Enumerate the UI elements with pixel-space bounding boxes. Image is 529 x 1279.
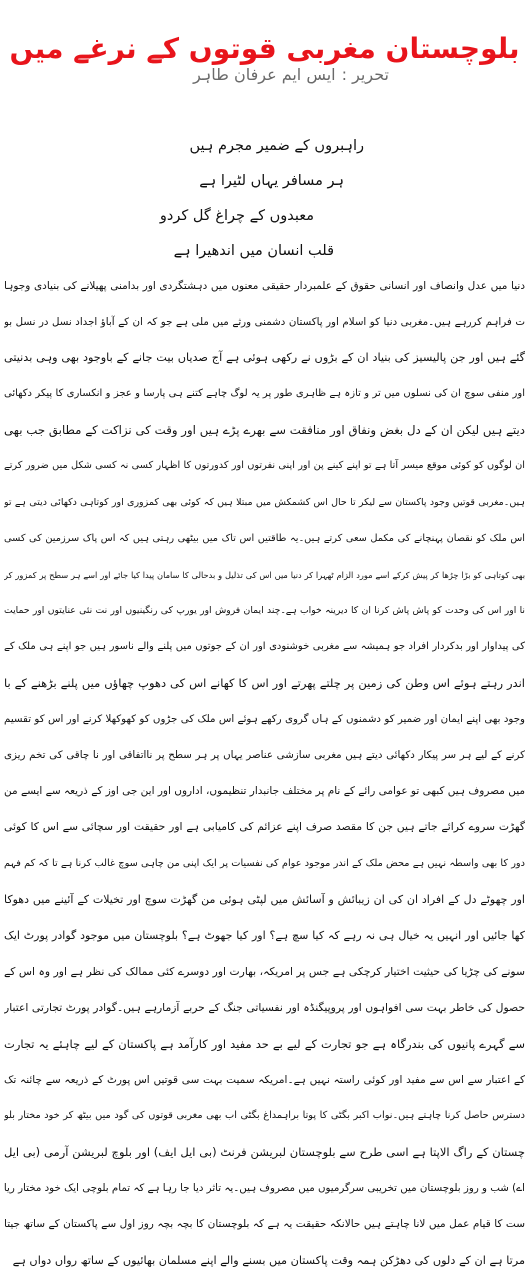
body-line: مرتا ہے ان کے دلوں کی دھڑکن ہمہ وقت پاکستان میں بسنے والے اپنے مسلمان بھائیوں کے ساتھ رواں دواں ہے (12, 1253, 525, 1267)
article-title: بلوچستان مغربی قوتوں کے نرغے میں (9, 31, 520, 65)
body-line: میں مصروف ہیں کبھی تو عوامی رائے کے نام پر مختلف جانبدار تنظیموں، اداروں اور این جی اوز کے ذریعہ سے ایسے من (4, 785, 525, 798)
poem-line: معبدوں کے چراغ گل کردو (159, 208, 314, 224)
body-line: چستان کے راگ الاپتا ہے اسی طرح سے بلوچستان لبریشن فرنٹ (بی ایل ایف) اور بلوچ لبریشن آرمی (بی ایل (4, 1145, 525, 1160)
body-line: گھڑت سروے کرائے جاتے ہیں جن کا مقصد صرف اپنے عزائم کی کامیابی ہے اور حقیقت اور سچائی سے اس کا کوئی (4, 820, 525, 834)
poem-line: قلب انسان میں اندھیرا ہے (173, 243, 334, 259)
body-line: اے) شب و روز بلوچستان میں تخریبی سرگرمیوں میں مصروف ہیں۔یہ تاثر دیا جا رہا ہے کہ تمام بلوچی ایک خود مختار ریا (4, 1182, 525, 1195)
poem-line: ہر مسافر یہاں لٹیرا ہے (199, 173, 344, 189)
body-line: ان لوگوں کو کوئی موقع میسر آتا ہے تو اپنے کینے پن اور اپنی نفرتوں اور کدورتوں کا اظہار کسی نہ کسی شکل میں ضرور کرتے (4, 460, 525, 472)
body-line: ست کا قیام عمل میں لانا چاہتے ہیں حالانکہ حقیقت یہ ہے کہ بلوچستان کا بچہ بچہ روز اول سے پاکستان کے ساتھ جیتا (4, 1218, 525, 1231)
body-line: نا اور اس کی وحدت کو پاش پاش کرنا ان کا دیرینہ خواب ہے۔چند ایمان فروش اور یورپ کی رنگینیوں اور نت نئی عنایتوں اور حمایت (4, 604, 525, 616)
body-line: اس ملک کو نقصان پہنچانے کی مکمل سعی کرتے ہیں۔یہ طاقتیں اس تاک میں بیٹھی رہتی ہیں کہ اس پاک سرزمین کی کسی (4, 532, 525, 544)
body-line: اور چھوٹے دل کے افراد ان کی ان زیبائش و آسائش میں لپٹی ہوئی من گھڑت سوچ اور تخیلات کے آئینے میں دھوکا (4, 892, 525, 906)
body-line: سے گہرے پانیوں کی بندرگاہ ہے جو تجارت کے لیے بے حد مفید اور کارآمد ہے پاکستان کے لیے چاہئے یہ تجارت (4, 1036, 525, 1051)
body-line: وجود بھی اپنے ایمان اور ضمیر کو دشمنوں کے ہاں گروی رکھے ہوئے اس ملک کی جڑوں کو کھوکھلا کرنے اور اس کو تقسیم (4, 713, 525, 726)
poem-line: راہبروں کے ضمیر مجرم ہیں (189, 138, 364, 154)
body-line: کی پیداوار اور بدکردار افراد جو ہمیشہ سے مغربی خوشنودی اور ان کے جوتوں میں پلنے والے ناسور ہیں جو اپنے ہی ملک کے (4, 640, 525, 652)
body-line: گئے ہیں اور جن پالیسیز کی بنیاد ان کے بڑوں نے رکھی ہوئی ہے آج صدیاں بیت جانے کے باوجود بھی وہی بدنیتی (4, 351, 525, 365)
body-line: دیتے ہیں لیکن ان کے دل بغض ونفاق اور منافقت سے بھرے پڑے ہیں اور وقت کی نزاکت کے مطابق جب بھی (4, 423, 525, 438)
body-line: سونے کی چڑیا کی حیثیت اختیار کرچکی ہے جس پر امریکہ، بھارت اور دوسرے کئی ممالک کی نظر ہے اور وہ اس کے (4, 964, 525, 978)
body-line: اور منفی سوچ ان کی نسلوں میں تر و تازہ ہے ظاہری طور پر یہ لوگ چاہے کتنے ہی پارسا و عجز و انکساری کا پیکر دکھائی (4, 388, 525, 400)
body-line: کے اعتبار سے اس سے مفید اور کوئی راستہ نہیں ہے۔امریکہ سمیت بہت سی قوتیں اس پورٹ کے ذریعہ سے چائنہ تک (4, 1074, 525, 1087)
body-line: ہیں۔مغربی قوتیں وجود پاکستان سے لیکر تا حال اس کشمکش میں مبتلا ہیں کہ کوئی بھی کمزوری اور کوتاہی دکھائی دیتی ہے تو (4, 496, 525, 508)
article-body (4, 268, 525, 1279)
body-line: دور کا بھی واسطہ نہیں ہے محض ملک کے اندر موجود عوام کی نفسیات پر ایک اپنی من چاہی سوچ غالب کرنا ہے تا کہ کم فہم (4, 857, 525, 869)
body-line: حصول کی خاطر بہت سی افواہوں اور پروپیگنڈہ اور نفسیاتی جنگ کے حربے آزمارہے ہیں۔گوادر پورٹ تجارتی اعتبار (4, 1000, 525, 1014)
author-name: ایس ایم عرفان طاہر (193, 65, 336, 84)
body-line: کرنے کے لیے ہر سر پیکار دکھائی دیتے ہیں مغربی سازشی عناصر یہاں پر ہر سطح پر نااتفاقی اور نا چاقی کی تخم ریزی (4, 749, 525, 762)
poem-verse (0, 132, 529, 262)
body-line: ت فراہم کررہے ہیں۔مغربی دنیا کو اسلام اور پاکستان دشمنی ورثے میں ملی ہے جو کہ ان کے آباؤ اجداد نسل در نسل بو (4, 316, 525, 329)
body-line: اندر رہتے ہوئے اس وطن کی زمین پر چلتے پھرتے اور اس کا کھانے اس کی دھوپ چھاؤں میں پلنے بڑھنے کے با (4, 676, 525, 691)
body-line: دنیا میں عدل وانصاف اور انسانی حقوق کے علمبردار حقیقی معنوں میں دہشتگردی اور بدامنی پھیلانے کی بنیادی وجوہا (4, 280, 525, 292)
body-line: کھا جائیں اور انہیں یہ خیال ہی نہ رہے کہ کیا سچ ہے؟ اور کیا جھوٹ ہے؟ بلوچستان میں موجود گوادر پورٹ ایک (4, 928, 525, 942)
byline-prefix: تحریر : (341, 65, 389, 84)
body-line: بھی کوتاہی کو بڑا چڑھا کر پیش کرکے اسے مورد الزام ٹھہرا کر دنیا میں اس کی تذلیل و بدحالی کا سامان پیدا کیا جائے اور اسے ہر سطح پر کمزور کر (4, 569, 525, 580)
body-line: دسترس حاصل کرنا چاہتے ہیں۔نواب اکبر بگٹی کا پوتا براہمداغ بگٹی اب بھی مغربی قوتوں کی گود میں بیٹھ کر خود مختار بلو (4, 1110, 525, 1122)
byline (193, 64, 389, 86)
